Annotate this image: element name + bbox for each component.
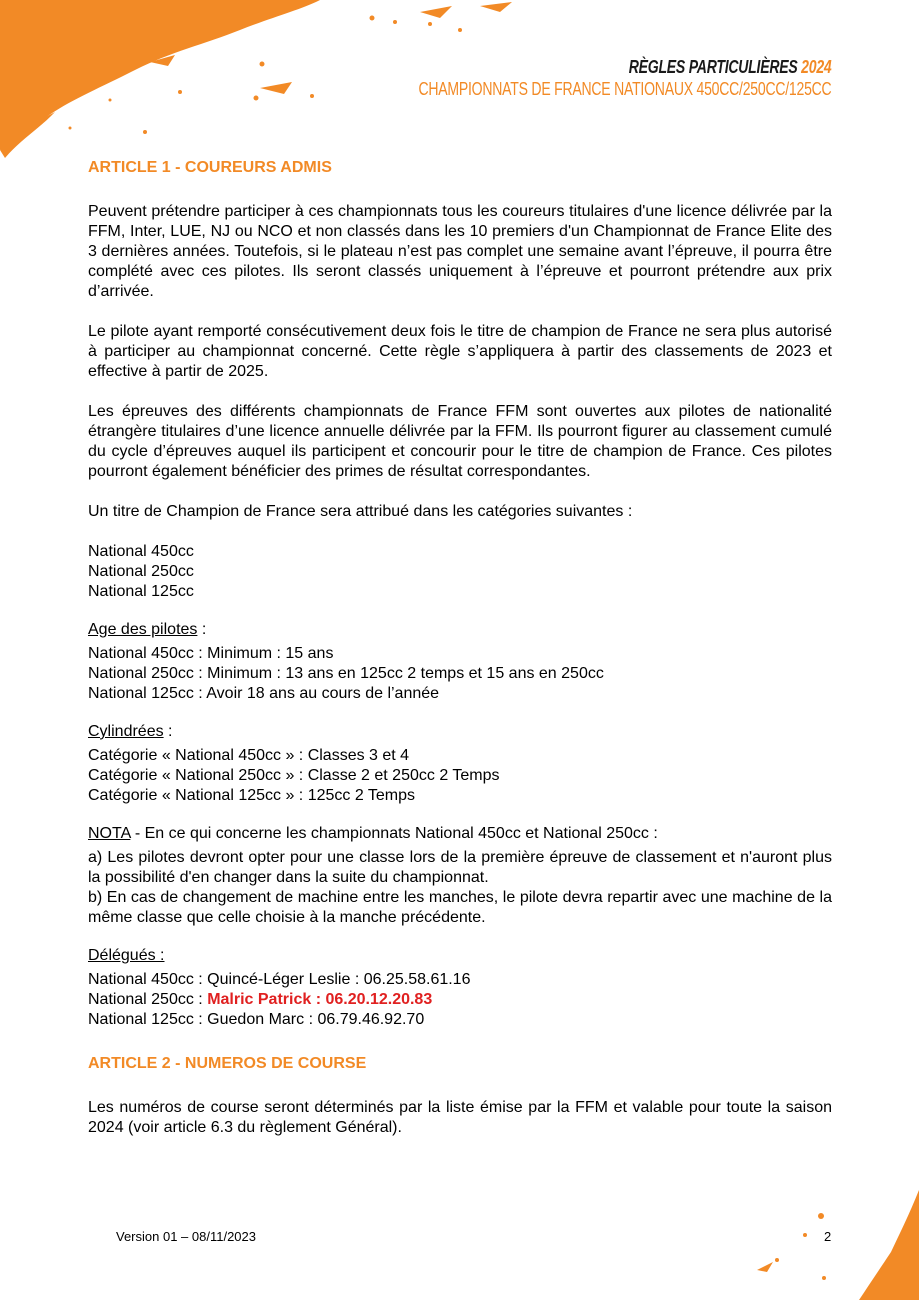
age-item: National 125cc : Avoir 18 ans au cours de l’année [88, 685, 440, 702]
article-2-paragraph-1: Les numéros de course seront déterminés par la liste émise par la FFM et valable pour toute la saison 2024 (voir article 6.3 du règlement Général). [88, 1099, 832, 1136]
delegue-450: National 450cc : Quincé-Léger Leslie : 06.25.58.61.16 [88, 971, 471, 988]
article-1-paragraph-3: Les épreuves des différents championnats de France FFM sont ouvertes aux pilotes de nationalité étrangère titulaires d’une licence annuelle délivrée par la FFM. Ils pourront figurer au classement cumulé du cycle d’épreuves auquel ils participent et concourir pour le titre de champion de France. Ces pilotes pourront également bénéficier des primes de résultat correspondantes. [88, 403, 832, 480]
cylindree-item: Catégorie « National 125cc » : 125cc 2 Temps [88, 787, 416, 804]
age-item: National 450cc : Minimum : 15 ans [88, 645, 334, 662]
header-subtitle: CHAMPIONNATS DE FRANCE NATIONAUX 450CC/250CC/125CC [418, 79, 831, 99]
article-1-paragraph-4: Un titre de Champion de France sera attribué dans les catégories suivantes : [88, 503, 633, 520]
nota-a: a) Les pilotes devront opter pour une classe lors de la première épreuve de classement et n'auront plus la possibilité d'en changer dans la suite du championnat. [88, 849, 832, 886]
age-item: National 250cc : Minimum : 13 ans en 125cc 2 temps et 15 ans en 250cc [88, 665, 604, 682]
cylindree-item: Catégorie « National 250cc » : Classe 2 et 250cc 2 Temps [88, 767, 500, 784]
nota-line: NOTA - En ce qui concerne les championnats National 450cc et National 250cc : [88, 825, 658, 842]
footer-version: Version 01 – 08/11/2023 [116, 1229, 256, 1244]
nota-b: b) En cas de changement de machine entre les manches, le pilote devra repartir avec une machine de la même classe que celle choisie à la manche précédente. [88, 889, 832, 926]
header-title: RÈGLES PARTICULIÈRES 2024 [628, 57, 831, 77]
category-item: National 250cc [88, 563, 194, 580]
category-item: National 450cc [88, 543, 194, 560]
delegues-heading: Délégués : [88, 947, 165, 964]
page-content [88, 158, 832, 1138]
document-header [418, 56, 831, 100]
header-year: 2024 [800, 57, 831, 77]
delegue-125: National 125cc : Guedon Marc : 06.79.46.92.70 [88, 1011, 425, 1028]
article-2-title: ARTICLE 2 - NUMEROS DE COURSE [88, 1055, 367, 1072]
article-1-title: ARTICLE 1 - COUREURS ADMIS [88, 159, 332, 176]
age-heading: Age des pilotes : [88, 621, 207, 638]
orange-brush-decoration-bottom [749, 1190, 919, 1300]
article-1-paragraph-1: Peuvent prétendre participer à ces championnats tous les coureurs titulaires d'une licence délivrée par la FFM, Inter, LUE, NJ ou NCO et non classés dans les 10 premiers d'un Championnat de France Elite des 3 dernières années. Toutefois, si le plateau n’est pas complet une semaine avant l’épreuve, il pourra être complété avec ces pilotes. Ils seront classés uniquement à l’épreuve et pourront prétendre aux prix d’arrivée. [88, 203, 832, 300]
delegue-250: National 250cc : Malric Patrick : 06.20.12.20.83 [88, 991, 433, 1008]
cylindree-item: Catégorie « National 450cc » : Classes 3 et 4 [88, 747, 410, 764]
page-number: 2 [824, 1229, 832, 1244]
delegue-250-highlight: Malric Patrick : 06.20.12.20.83 [207, 991, 433, 1008]
article-1-paragraph-2: Le pilote ayant remporté consécutivement deux fois le titre de champion de France ne sera plus autorisé à participer au championnat concerné. Cette règle s’appliquera à partir des classements de 2023 et effective à partir de 2025. [88, 323, 832, 380]
category-item: National 125cc [88, 583, 194, 600]
cylindrees-heading: Cylindrées : [88, 723, 173, 740]
